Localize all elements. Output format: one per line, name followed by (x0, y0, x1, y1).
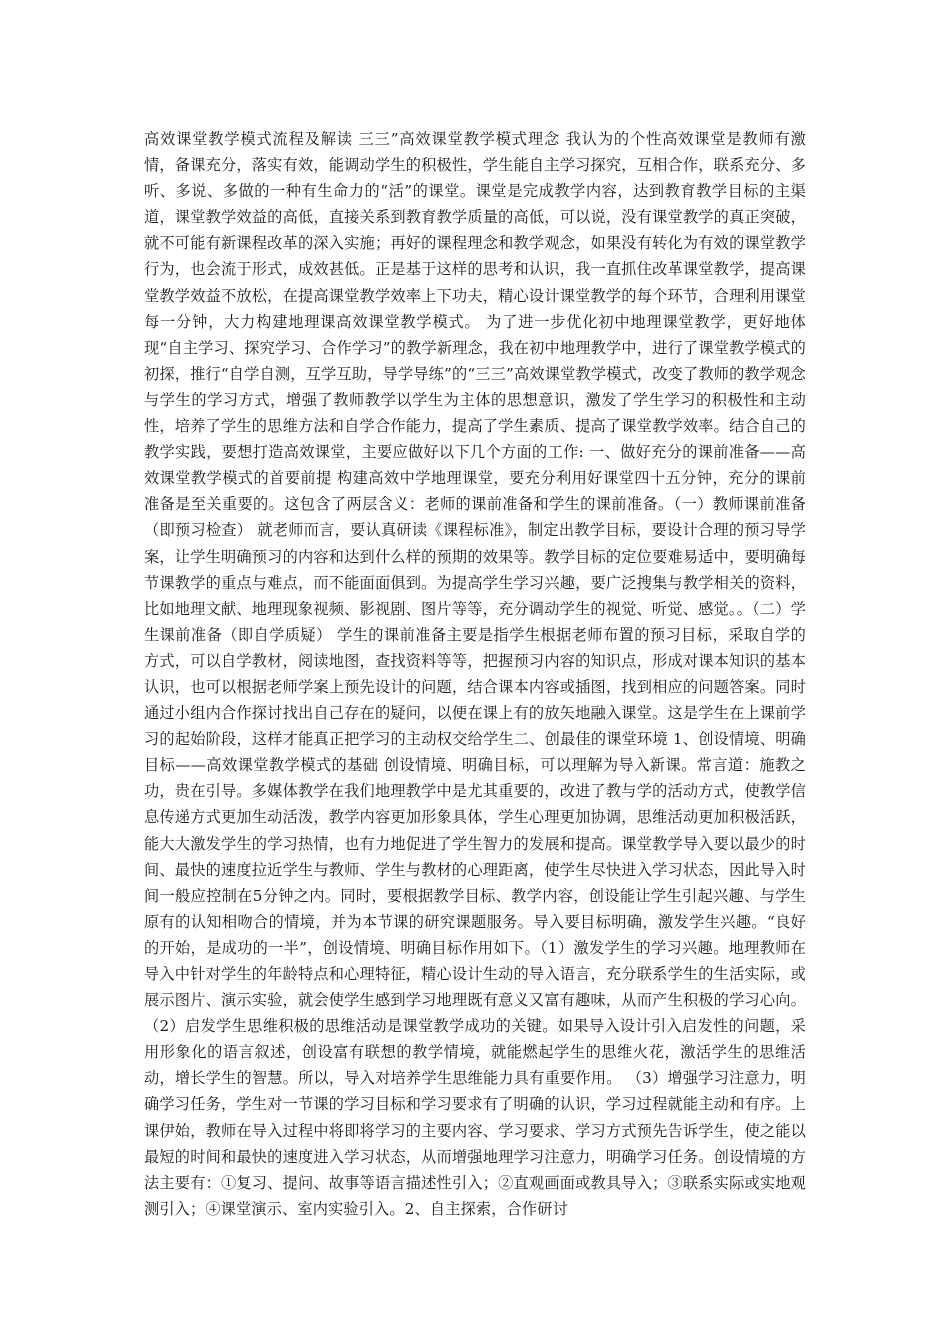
document-content (144, 126, 806, 1222)
document-body-text: 高效课堂教学模式流程及解读 三三”高效课堂教学模式理念 我认为的个性高效课堂是教师有激情，备课充分，落实有效，能调动学生的积极性，学生能自主学习探究，互相合作，联系充分、多听、多说、多做的一种有生命力的“活”的课堂。课堂是完成教学内容，达到教育教学目标的主渠道，课堂教学效益的高低，直接关系到教育教学质量的高低，可以说，没有课堂教学的真正突破，就不可能有新课程改革的深入实施；再好的课程理念和教学观念，如果没有转化为有效的课堂教学行为，也会流于形式，成效甚低。正是基于这样的思考和认识，我一直抓住改革课堂教学，提高课堂教学效益不放松，在提高课堂教学效率上下功夫，精心设计课堂教学的每个环节，合理利用课堂每一分钟，大力构建地理课高效课堂教学模式。 为了进一步优化初中地理课堂教学，更好地体现“自主学习、探究学习、合作学习”的教学新理念，我在初中地理教学中，进行了课堂教学模式的初探，推行“自学自测，互学互助，导学导练”的“三三”高效课堂教学模式，改变了教师的教学观念与学生的学习方式，增强了教师教学以学生为主体的思想意识，激发了学生学习的积极性和主动性，培养了学生的思维方法和自学合作能力，提高了学生素质、提高了课堂教学效率。结合自己的教学实践，要想打造高效课堂，主要应做好以下几个方面的工作: 一、做好充分的课前准备——高效课堂教学模式的首要前提 构建高效中学地理课堂，要充分利用好课堂四十五分钟，充分的课前准备是至关重要的。这包含了两层含义：老师的课前准备和学生的课前准备。（一）教师课前准备（即预习检查） 就老师而言，要认真研读《课程标准》，制定出教学目标，要设计合理的预习导学案，让学生明确预习的内容和达到什么样的预期的效果等。教学目标的定位要难易适中，要明确每节课教学的重点与难点，而不能面面俱到。为提高学生学习兴趣，要广泛搜集与教学相关的资料，比如地理文献、地理现象视频、影视剧、图片等等，充分调动学生的视觉、听觉、感觉。。（二）学生课前准备（即自学质疑） 学生的课前准备主要是指学生根据老师布置的预习目标，采取自学的方式，可以自学教材，阅读地图，查找资料等等，把握预习内容的知识点，形成对课本知识的基本认识，也可以根据老师学案上预先设计的问题，结合课本内容或插图，找到相应的问题答案。同时通过小组内合作探讨找出自己存在的疑问，以便在课上有的放矢地融入课堂。这是学生在上课前学习的起始阶段，这样才能真正把学习的主动权交给学生二、创最佳的课堂环境 1、创设情境、明确目标——高效课堂教学模式的基础 创设情境、明确目标，可以理解为导入新课。常言道：施教之功，贵在引导。多媒体教学在我们地理教学中是尤其重要的，改进了教与学的活动方式，使教学信息传递方式更加生动活泼，教学内容更加形象具体，学生心理更加协调，思维活动更加积极活跃，能大大激发学生的学习热情，也有力地促进了学生智力的发展和提高。课堂教学导入要以最少的时间、最快的速度拉近学生与教师、学生与教材的心理距离，使学生尽快进入学习状态，因此导入时间一般应控制在5分钟之内。同时，要根据教学目标、教学内容，创设能让学生引起兴趣、与学生原有的认知相吻合的情境，并为本节课的研究课题服务。导入要目标明确，激发学生兴趣。“良好的开始，是成功的一半”，创设情境、明确目标作用如下。（1）激发学生的学习兴趣。地理教师在导入中针对学生的年龄特点和心理特征，精心设计生动的导入语言，充分联系学生的生活实际，或展示图片、演示实验，就会使学生感到学习地理既有意义又富有趣味，从而产生积极的学习心向。（2）启发学生思维积极的思维活动是课堂教学成功的关键。如果导入设计引入启发性的问题，采用形象化的语言叙述，创设富有联想的教学情境，就能燃起学生的思维火花，激活学生的思维活动，增长学生的智慧。所以，导入对培养学生思维能力具有重要作用。 （3）增强学习注意力，明确学习任务，学生对一节课的学习目标和学习要求有了明确的认识，学习过程就能主动和有序。上课伊始，教师在导入过程中将即将学习的主要内容、学习要求、学习方式预先告诉学生，使之能以最短的时间和最快的速度进入学习状态，从而增强地理学习注意力，明确学习任务。创设情境的方法主要有：①复习、提问、故事等语言描述性引入；②直观画面或教具导入；③联系实际或实地观测引入；④课堂演示、室内实验引入。2、自主探索，合作研讨 (144, 130, 806, 1218)
